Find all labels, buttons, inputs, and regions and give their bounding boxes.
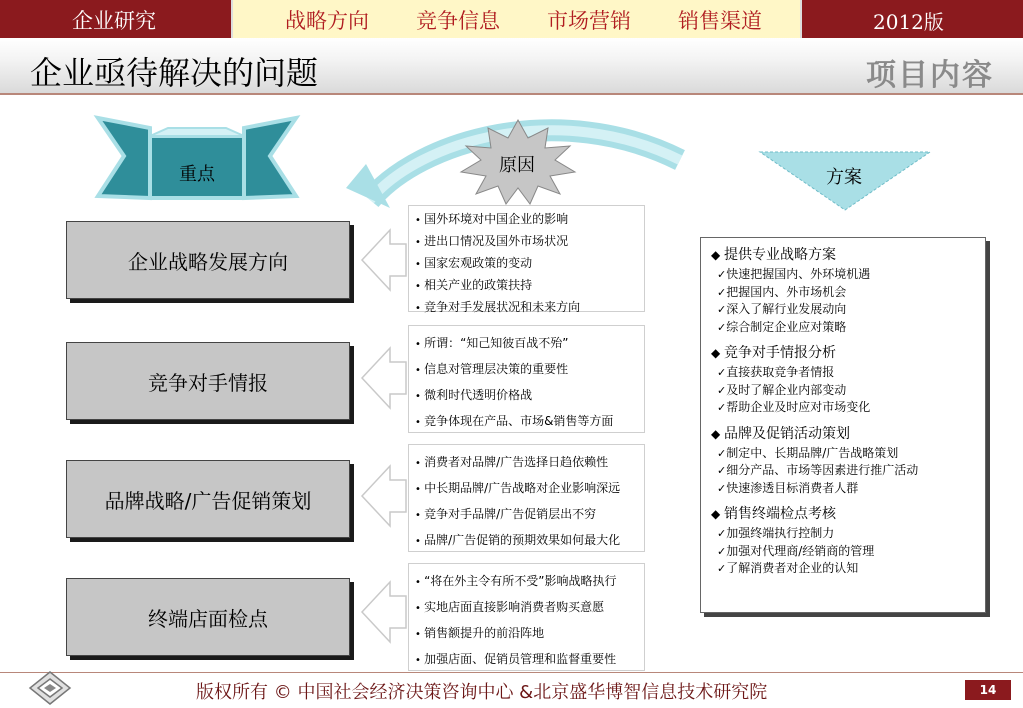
solution-heading: ◆ 提供专业战略方案 bbox=[711, 244, 975, 266]
solution-heading: ◆ 竞争对手情报分析 bbox=[711, 342, 975, 364]
arrow-left-icon bbox=[362, 230, 406, 290]
top-nav-bar bbox=[0, 0, 1023, 38]
reason-item: • 进出口情况及国外市场状况 bbox=[415, 231, 638, 253]
reason-box-terminal bbox=[408, 563, 645, 671]
reason-item: • 加强店面、促销员管理和监督重要性 bbox=[415, 647, 638, 673]
solution-item: ✓ 直接获取竞争者情报 bbox=[711, 364, 975, 382]
reason-item: • 销售额提升的前沿阵地 bbox=[415, 621, 638, 647]
reason-item: • 所谓：“知己知彼百战不殆” bbox=[415, 331, 638, 357]
reason-item: • “将在外主令有所不受”影响战略执行 bbox=[415, 569, 638, 595]
solution-group bbox=[711, 503, 975, 578]
topic-brand: 品牌战略/广告促销策划 bbox=[66, 460, 350, 538]
footer-divider bbox=[0, 672, 1023, 673]
nav-item-strategy[interactable]: 战略方向 bbox=[285, 9, 369, 33]
logo-icon bbox=[28, 670, 72, 706]
reason-item: • 竞争体现在产品、市场&销售等方面 bbox=[415, 409, 638, 435]
arrow-left-icon bbox=[362, 466, 406, 526]
solution-heading: ◆ 销售终端检点考核 bbox=[711, 503, 975, 525]
left-arrows bbox=[360, 220, 408, 670]
reason-item: • 中长期品牌/广告战略对企业影响深远 bbox=[415, 476, 638, 502]
reason-item: • 信息对管理层决策的重要性 bbox=[415, 357, 638, 383]
solution-group bbox=[711, 423, 975, 498]
solution-item: ✓ 快速把握国内、外环境机遇 bbox=[711, 266, 975, 284]
solution-item: ✓ 及时了解企业内部变动 bbox=[711, 382, 975, 400]
reason-item: • 消费者对品牌/广告选择日趋依赖性 bbox=[415, 450, 638, 476]
nav-brand[interactable]: 企业研究 bbox=[72, 9, 156, 33]
solution-group bbox=[711, 244, 975, 336]
solution-panel bbox=[700, 237, 986, 613]
reason-box-brand bbox=[408, 444, 645, 552]
reason-item: • 实地店面直接影响消费者购买意愿 bbox=[415, 595, 638, 621]
topic-strategy: 企业战略发展方向 bbox=[66, 221, 350, 299]
focus-ribbon-icon bbox=[98, 118, 296, 198]
reason-item: • 相关产业的政策扶持 bbox=[415, 275, 638, 297]
page-title: 企业亟待解决的问题 bbox=[30, 54, 319, 92]
solution-item: ✓ 加强终端执行控制力 bbox=[711, 525, 975, 543]
solution-item: ✓ 深入了解行业发展动向 bbox=[711, 301, 975, 319]
reason-box-strategy bbox=[408, 205, 645, 312]
reason-item: • 微利时代透明价格战 bbox=[415, 383, 638, 409]
nav-item-competition[interactable]: 竞争信息 bbox=[416, 9, 500, 33]
solution-header: 方案 bbox=[826, 167, 862, 188]
reason-item: • 竞争对手发展状况和未来方向 bbox=[415, 297, 638, 319]
solution-group bbox=[711, 342, 975, 417]
nav-year: 2012版 bbox=[873, 10, 944, 34]
focus-header: 重点 bbox=[179, 164, 215, 185]
solution-item: ✓ 综合制定企业应对策略 bbox=[711, 319, 975, 337]
solution-item: ✓ 帮助企业及时应对市场变化 bbox=[711, 399, 975, 417]
solution-item: ✓ 把握国内、外市场机会 bbox=[711, 284, 975, 302]
solution-item: ✓ 加强对代理商/经销商的管理 bbox=[711, 543, 975, 561]
arrow-left-icon bbox=[362, 348, 406, 408]
reason-item: • 国家宏观政策的变动 bbox=[415, 253, 638, 275]
reason-box-competitor bbox=[408, 325, 645, 433]
solution-item: ✓ 制定中、长期品牌/广告战略策划 bbox=[711, 445, 975, 463]
solution-item: ✓ 快速渗透目标消费者人群 bbox=[711, 480, 975, 498]
section-tag: 项目内容 bbox=[866, 58, 994, 93]
solution-item: ✓ 了解消费者对企业的认知 bbox=[711, 560, 975, 578]
reason-header: 原因 bbox=[499, 155, 535, 176]
topic-terminal: 终端店面检点 bbox=[66, 578, 350, 656]
reason-item: • 品牌/广告促销的预期效果如何最大化 bbox=[415, 528, 638, 554]
nav-item-channel[interactable]: 销售渠道 bbox=[678, 9, 762, 33]
reason-item: • 竞争对手品牌/广告促销层出不穷 bbox=[415, 502, 638, 528]
solution-item: ✓ 细分产品、市场等因素进行推广活动 bbox=[711, 462, 975, 480]
solution-heading: ◆ 品牌及促销活动策划 bbox=[711, 423, 975, 445]
page-number: 14 bbox=[965, 680, 1011, 700]
footer-copyright: 版权所有 © 中国社会经济决策咨询中心 &北京盛华博智信息技术研究院 bbox=[196, 682, 768, 703]
reason-item: • 国外环境对中国企业的影响 bbox=[415, 209, 638, 231]
nav-item-marketing[interactable]: 市场营销 bbox=[547, 9, 631, 33]
arrow-left-icon bbox=[362, 582, 406, 642]
topic-competitor: 竞争对手情报 bbox=[66, 342, 350, 420]
